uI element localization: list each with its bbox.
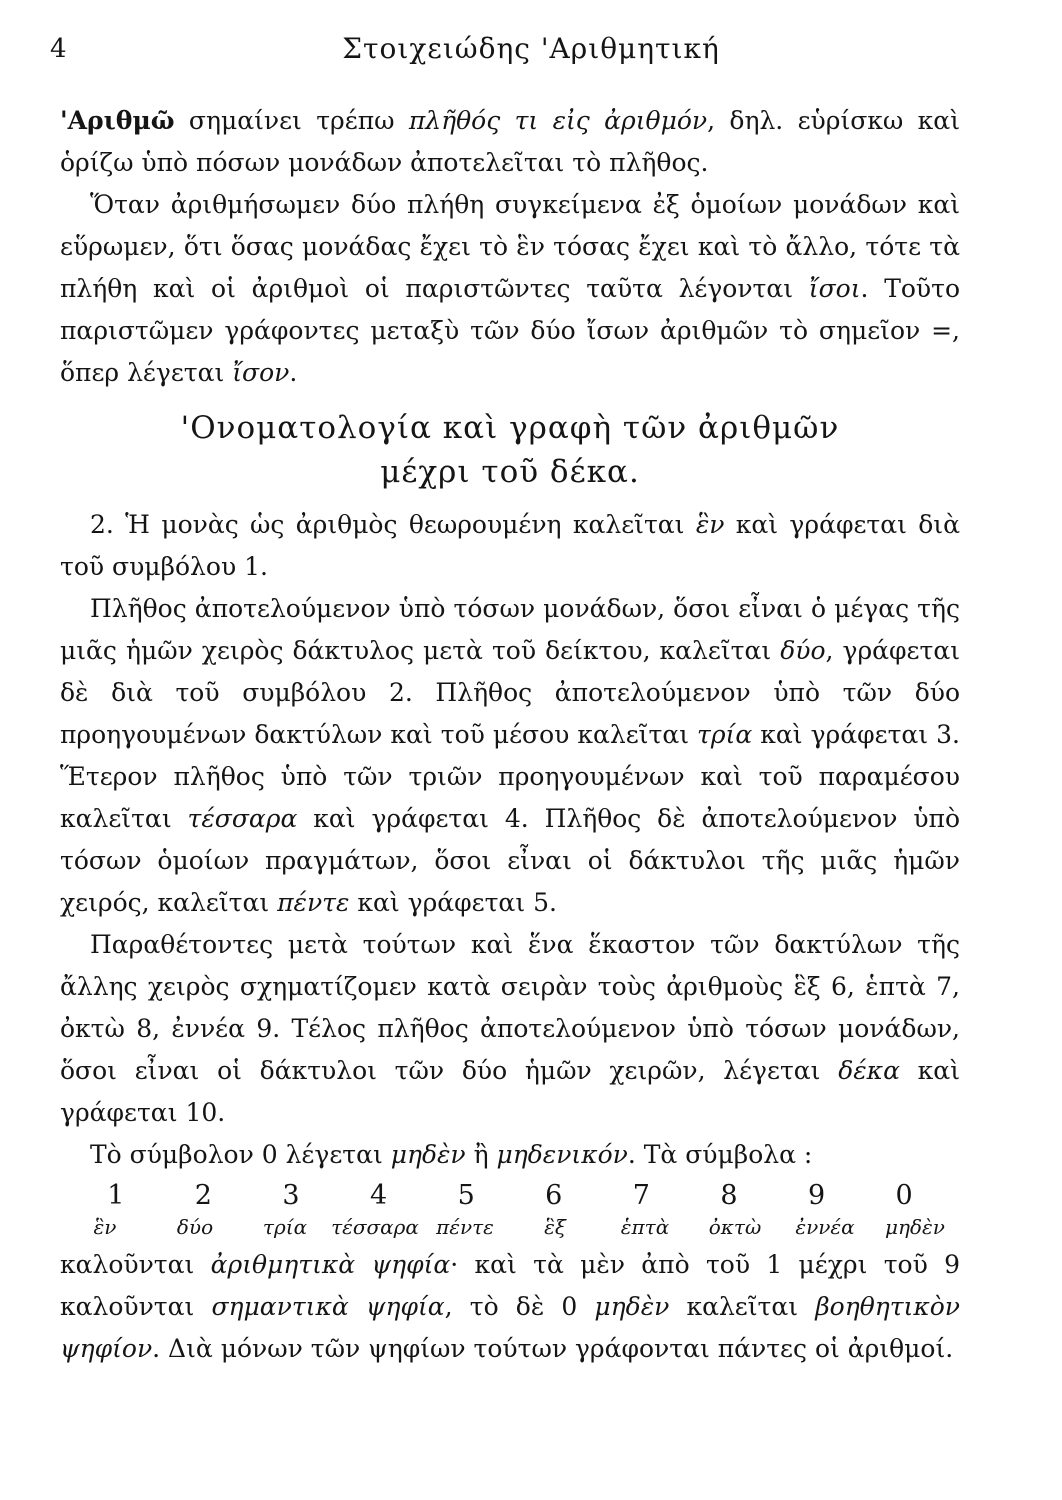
italic-term: μηδὲν [390, 1140, 466, 1169]
italic-term: ἓν [695, 510, 725, 539]
text: Ὅταν ἀριθμήσωμεν δύο πλήθη συγκείμενα ἐξ ὁμοίων μονάδων καὶ εὕρωμεν, ὅτι ὅσας μονάδας ἔχει τὸ ἓν τόσας ἔχει καὶ τὸ ἄλλο, τότε τὰ πλήθη καὶ οἱ ἀριθμοὶ οἱ παριστῶντες ταῦτα λέγονται [60, 190, 960, 303]
digit: 5 [457, 1180, 475, 1211]
text: , γράφεται δὲ διὰ τοῦ συμβόλου 2. Πλῆθος ἀποτελούμενον ὑπὸ τῶν δύο προηγουμένων δακτύλων καὶ τοῦ μέσου καλεῖται [60, 636, 961, 749]
digit: 2 [194, 1180, 212, 1211]
italic-term: ἴσον [232, 358, 290, 387]
digit: 1 [107, 1180, 125, 1211]
digit: 9 [807, 1180, 826, 1211]
paragraph-equal-numbers [60, 184, 960, 394]
text: καλοῦνται [60, 1250, 211, 1279]
paragraph-zero [60, 1134, 960, 1176]
text: Παραθέτοντες μετὰ τούτων καὶ ἕνα ἕκαστον τῶν δακτύλων τῆς ἄλλης χειρὸς σχηματίζομεν κατὰ σειρὰν τοὺς ἀριθμοὺς ἓξ 6, ἑπτὰ 7, ὀκτὼ 8, ἐννέα 9. Τέλος πλῆθος ἀποτελούμενον ὑπὸ τόσων μονάδων, ὅσοι εἶναι οἱ δάκτυλοι τῶν δύο ἡμῶν χειρῶν, λέγεται [60, 930, 960, 1085]
digit: 0 [895, 1180, 913, 1211]
section-heading-line1: 'Ονοματολογία καὶ γραφὴ τῶν ἀριθμῶν [180, 410, 840, 446]
digit: 6 [545, 1180, 563, 1211]
text: , δηλ. εὑρίσκω καὶ ὁρίζω ὑπὸ πόσων μονάδων ἀποτελεῖται τὸ πλῆθος. [60, 106, 960, 177]
italic-term: πέντε [277, 888, 350, 917]
italic-term: μηδενικόν [496, 1140, 628, 1169]
lead-term: 'Αριθμῶ [60, 106, 175, 135]
paragraph-two-to-five [60, 588, 960, 924]
italic-term: βοηθητικὸν ψηφίον [60, 1292, 961, 1363]
digit-name: δύο [176, 1215, 214, 1239]
italic-term: δύο [780, 636, 826, 665]
digit-name: τέσσαρα [331, 1215, 419, 1239]
text: 2. Ἡ μονὰς ὡς ἀριθμὸς θεωρουμένη καλεῖται [90, 510, 696, 539]
italic-term: ἴσοι [808, 274, 861, 303]
digit-name: ἑπτὰ [620, 1215, 670, 1239]
digit-names-row [60, 1214, 960, 1240]
italic-term: μηδὲν [594, 1292, 670, 1321]
text: καὶ γράφεται 5. [349, 888, 557, 917]
text: καὶ γράφεται 4. Πλῆθος δὲ ἀποτελούμενον ὑπὸ τόσων ὁμοίων πραγμάτων, ὅσοι εἶναι οἱ δάκτυλοι τῆς μιᾶς ἡμῶν χειρός, καλεῖται [60, 804, 960, 917]
text: σημαίνει τρέπω [174, 106, 409, 135]
digits-row [60, 1178, 960, 1214]
text: καὶ γράφεται διὰ τοῦ συμβόλου 1. [60, 510, 960, 581]
italic-term: τρία [697, 720, 753, 749]
italic-term: ἀριθμητικὰ ψηφία [210, 1250, 451, 1279]
text: . Τοῦτο παριστῶμεν γράφοντες μεταξὺ τῶν δύο ἴσων ἀριθμῶν τὸ σημεῖον =, ὅπερ λέγεται [60, 274, 961, 387]
text: Πλῆθος ἀποτελούμενον ὑπὸ τόσων μονάδων, ὅσοι εἶναι ὁ μέγας τῆς μιᾶς ἡμῶν χειρὸς δάκτυλος μετὰ τοῦ δείκτου, καλεῖται [60, 594, 960, 665]
paragraph-digits-terms [60, 1244, 960, 1370]
italic-term: τέσσαρα [187, 804, 298, 833]
digit: 8 [720, 1180, 738, 1211]
digit-name: ἐννέα [795, 1215, 855, 1239]
text: , τὸ δὲ 0 [444, 1292, 595, 1321]
page-number: 4 [50, 34, 67, 64]
digit-name: πέντε [436, 1215, 494, 1239]
digit: 7 [632, 1180, 650, 1211]
digit: 4 [369, 1180, 388, 1211]
section-heading [60, 406, 960, 494]
italic-term: πλῆθός τι εἰς ἀριθμόν [408, 106, 708, 135]
text: · καὶ τὰ μὲν ἀπὸ τοῦ 1 μέχρι τοῦ 9 καλοῦνται [60, 1250, 960, 1321]
paragraph-definition-arithmo [60, 100, 960, 184]
digit-name: ὀκτὼ [708, 1215, 762, 1239]
text: . Διὰ μόνων τῶν ψηφίων τούτων γράφονται πάντες οἱ ἀριθμοί. [152, 1334, 954, 1363]
text: . Τὰ σύμβολα : [627, 1140, 813, 1169]
text: . [289, 358, 298, 387]
text: Τὸ σύμβολον 0 λέγεται [90, 1140, 391, 1169]
running-title: Στοιχειώδης 'Αριθμητική [342, 32, 720, 65]
text: καὶ γράφεται 3. Ἕτερον πλῆθος ὑπὸ τῶν τριῶν προηγουμένων καὶ τοῦ παραμέσου καλεῖται [60, 720, 960, 833]
text: ἢ [465, 1140, 497, 1169]
digit-name: ἓξ [544, 1215, 566, 1239]
digit-name: μηδὲν [885, 1215, 945, 1239]
text: καὶ γράφεται 10. [60, 1056, 960, 1127]
italic-term: δέκα [838, 1056, 900, 1085]
page-body [60, 100, 960, 1370]
digit-name: τρία [262, 1215, 308, 1239]
digit: 3 [282, 1180, 300, 1211]
text: καλεῖται [669, 1292, 816, 1321]
italic-term: σημαντικὰ ψηφία [211, 1292, 445, 1321]
paragraph-six-to-ten [60, 924, 960, 1134]
paragraph-one [60, 504, 960, 588]
digit-name: ἓν [93, 1215, 117, 1239]
section-heading-line2: μέχρι τοῦ δέκα. [380, 454, 640, 490]
